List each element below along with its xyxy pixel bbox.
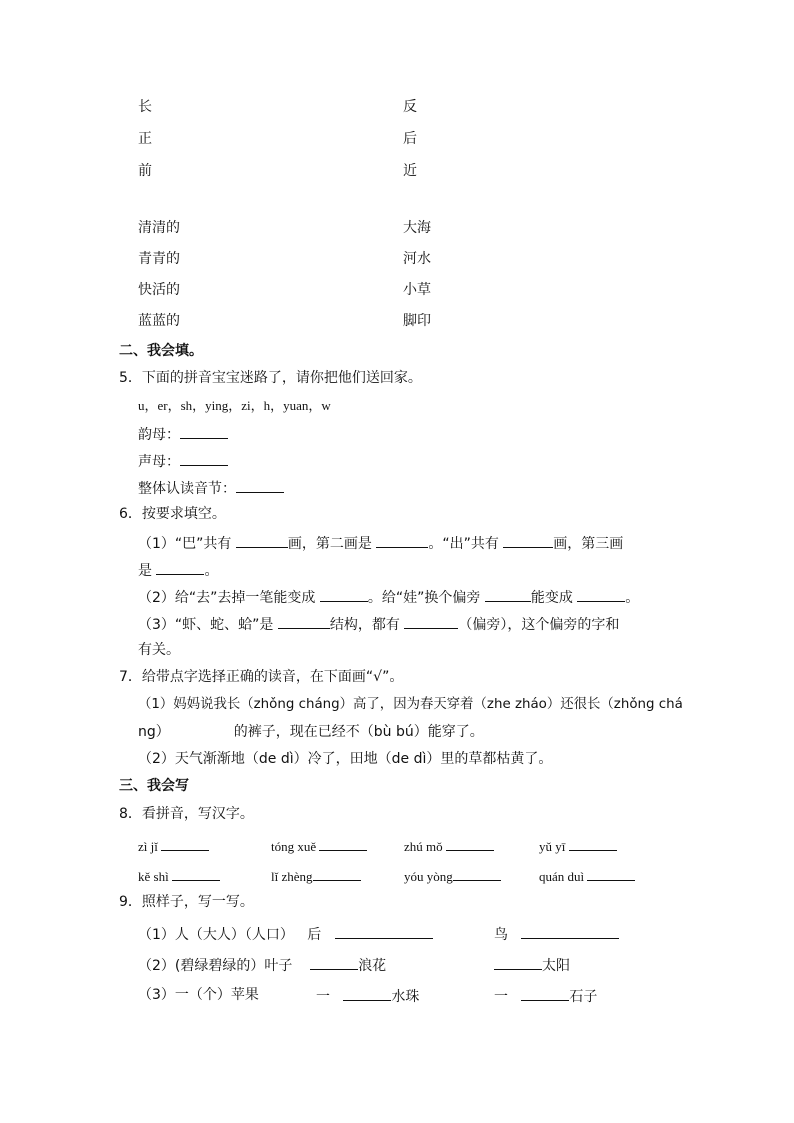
q6-line1	[138, 533, 623, 553]
q8-row1-item2	[404, 836, 494, 856]
section2-title: 二、我会填。	[119, 343, 203, 359]
q5-zhengti-row	[138, 478, 284, 498]
q9-l2-blank1[interactable]	[310, 955, 358, 970]
q6-l1-part1: （1）“巴”共有	[138, 536, 232, 552]
match2-left-3: 蓝蓝的	[138, 313, 180, 329]
q8-answer-blank[interactable]	[161, 836, 209, 851]
q6-line1-cont	[138, 560, 218, 580]
q6-l3-part3: （偏旁），这个偏旁的字和	[458, 617, 620, 633]
q6-l1-part5: 是	[138, 563, 152, 579]
q6-radical-blank[interactable]	[485, 587, 531, 602]
q8-answer-blank[interactable]	[172, 866, 220, 881]
q9-l2-word1: 浪花	[358, 958, 387, 974]
q6-l2-part3: 能变成	[530, 590, 573, 606]
q9-l1-example: （1）人（大人）（人口）	[138, 927, 294, 943]
q8-row2-item3	[539, 866, 635, 886]
q9-line2-left	[138, 955, 386, 975]
match2-left-2: 快活的	[138, 282, 180, 298]
q7-line2	[138, 723, 484, 741]
q9-line1-right	[494, 924, 619, 944]
q8-row2-item2	[404, 866, 501, 886]
section3-title: 三、我会写	[119, 778, 189, 794]
q6-stroke-count-chu-blank[interactable]	[503, 533, 553, 548]
match1-left-1: 正	[138, 131, 152, 147]
q9-l3-word1: 水珠	[391, 989, 420, 1005]
q8-answer-blank[interactable]	[587, 866, 635, 881]
q5-yunmu-blank[interactable]	[180, 424, 228, 439]
q8-answer-blank[interactable]	[313, 866, 361, 881]
q6-l3-part2: 结构，都有	[329, 617, 400, 633]
match1-right-0: 反	[403, 99, 417, 115]
q8-answer-blank[interactable]	[319, 836, 367, 851]
q8-pinyin: tóng xuě	[271, 839, 317, 854]
q6-remove-stroke-blank[interactable]	[320, 587, 368, 602]
q9-l1-blank1[interactable]	[335, 924, 433, 939]
q8-pinyin: lǐ zhèng	[271, 869, 313, 884]
match2-left-0: 清清的	[138, 220, 180, 236]
q8-answer-blank[interactable]	[453, 866, 501, 881]
q6-l2-part1: （2）给“去”去掉一笔能变成	[138, 590, 316, 606]
match2-right-0: 大海	[403, 220, 431, 236]
q5-yunmu-row	[138, 424, 228, 444]
q9-l3-one1: 一	[316, 989, 330, 1005]
q5-letters: u，er，sh，ying，zi，h，yuan，w	[138, 398, 331, 413]
q8-pinyin: quán duì	[539, 869, 585, 884]
q9-l2-example: （2）(碧绿碧绿的）叶子	[138, 958, 293, 974]
q8-pinyin: yóu yòng	[404, 869, 453, 884]
q6-l1-part4: 画，第三画	[553, 536, 624, 552]
q8-pinyin: zì jǐ	[138, 839, 158, 854]
q5-shengmu-label: 声母：	[138, 454, 180, 470]
q6-structure-blank[interactable]	[278, 614, 330, 629]
q6-l3-cont: 有关。	[138, 642, 180, 658]
q6-l1-part6: 。	[204, 563, 219, 579]
match2-left-1: 青青的	[138, 251, 180, 267]
q6-new-char-blank[interactable]	[577, 587, 625, 602]
q6-text: 6．按要求填空。	[119, 506, 226, 522]
q9-l1-char2: 鸟	[494, 927, 508, 943]
q9-l3-example: （3）一（个）苹果	[138, 987, 259, 1003]
q8-answer-blank[interactable]	[569, 836, 617, 851]
q6-line2	[138, 587, 639, 607]
q6-common-radical-blank[interactable]	[404, 614, 458, 629]
q7-l2-part1: ng）	[138, 724, 170, 740]
q9-l2-blank2[interactable]	[494, 955, 542, 970]
q9-line3-right	[494, 986, 597, 1006]
match1-left-0: 长	[138, 99, 152, 115]
match2-right-3: 脚印	[403, 313, 431, 329]
q5-zhengti-label: 整体认读音节：	[138, 481, 236, 497]
match2-right-1: 河水	[403, 251, 431, 267]
q6-third-stroke-blank[interactable]	[156, 560, 204, 575]
q5-shengmu-row	[138, 451, 228, 471]
q6-second-stroke-blank[interactable]	[376, 533, 428, 548]
q9-text: 9．照样子，写一写。	[119, 894, 254, 910]
q6-l3-part1: （3）“虾、蛇、蛤”是	[138, 617, 274, 633]
q5-text: 5．下面的拼音宝宝迷路了，请你把他们送回家。	[119, 370, 422, 386]
q8-row1-item1	[271, 836, 367, 856]
q9-l1-blank2[interactable]	[521, 924, 619, 939]
q9-line2-right	[494, 955, 570, 975]
q8-row1-item3	[539, 836, 617, 856]
match2-right-2: 小草	[403, 282, 431, 298]
match1-left-2: 前	[138, 163, 152, 179]
q9-l1-char: 后	[307, 927, 322, 943]
match1-right-1: 后	[403, 131, 417, 147]
q7-text: 7．给带点字选择正确的读音，在下面画“√”。	[119, 669, 404, 685]
q6-l1-part3: 。“出”共有	[428, 536, 499, 552]
q8-pinyin: zhú mǒ	[404, 839, 443, 854]
q7-l2-part2: 的裤子，现在已经不（bù bú）能穿了。	[233, 724, 484, 740]
q8-row1-item0	[138, 836, 209, 856]
q9-line3-left	[138, 986, 259, 1004]
q8-row2-item1	[271, 866, 361, 886]
q8-pinyin: kě shì	[138, 869, 169, 884]
q9-l3-blank1[interactable]	[343, 986, 391, 1001]
q6-stroke-count-ba-blank[interactable]	[236, 533, 288, 548]
q9-line3-mid	[316, 986, 419, 1006]
q9-l3-blank2[interactable]	[521, 986, 569, 1001]
q9-l3-word2: 石子	[569, 989, 598, 1005]
q6-line3	[138, 614, 619, 634]
q6-l2-part4: 。	[625, 590, 640, 606]
q5-shengmu-blank[interactable]	[180, 451, 228, 466]
match1-right-2: 近	[403, 163, 417, 179]
q6-l2-part2: 。给“娃”换个偏旁	[367, 590, 481, 606]
q9-l2-word2: 太阳	[542, 958, 570, 974]
q8-pinyin: yǔ yī	[539, 839, 566, 854]
q6-l1-part2: 画，第二画是	[287, 536, 372, 552]
q7-line1: （1）妈妈说我长（zhǒng cháng）高了，因为春天穿着（zhe zháo）还很长（zhǒng chá	[138, 697, 683, 712]
q8-text: 8．看拼音，写汉字。	[119, 806, 254, 822]
q8-answer-blank[interactable]	[446, 836, 494, 851]
q5-zhengti-blank[interactable]	[236, 478, 284, 493]
q9-l3-one2: 一	[494, 989, 508, 1005]
q9-line1-left	[138, 924, 433, 944]
q5-yunmu-label: 韵母：	[138, 427, 180, 443]
q7-line3: （2）天气渐渐地（de dì）冷了，田地（de dì）里的草都枯黄了。	[138, 751, 553, 767]
q8-row2-item0	[138, 866, 220, 886]
